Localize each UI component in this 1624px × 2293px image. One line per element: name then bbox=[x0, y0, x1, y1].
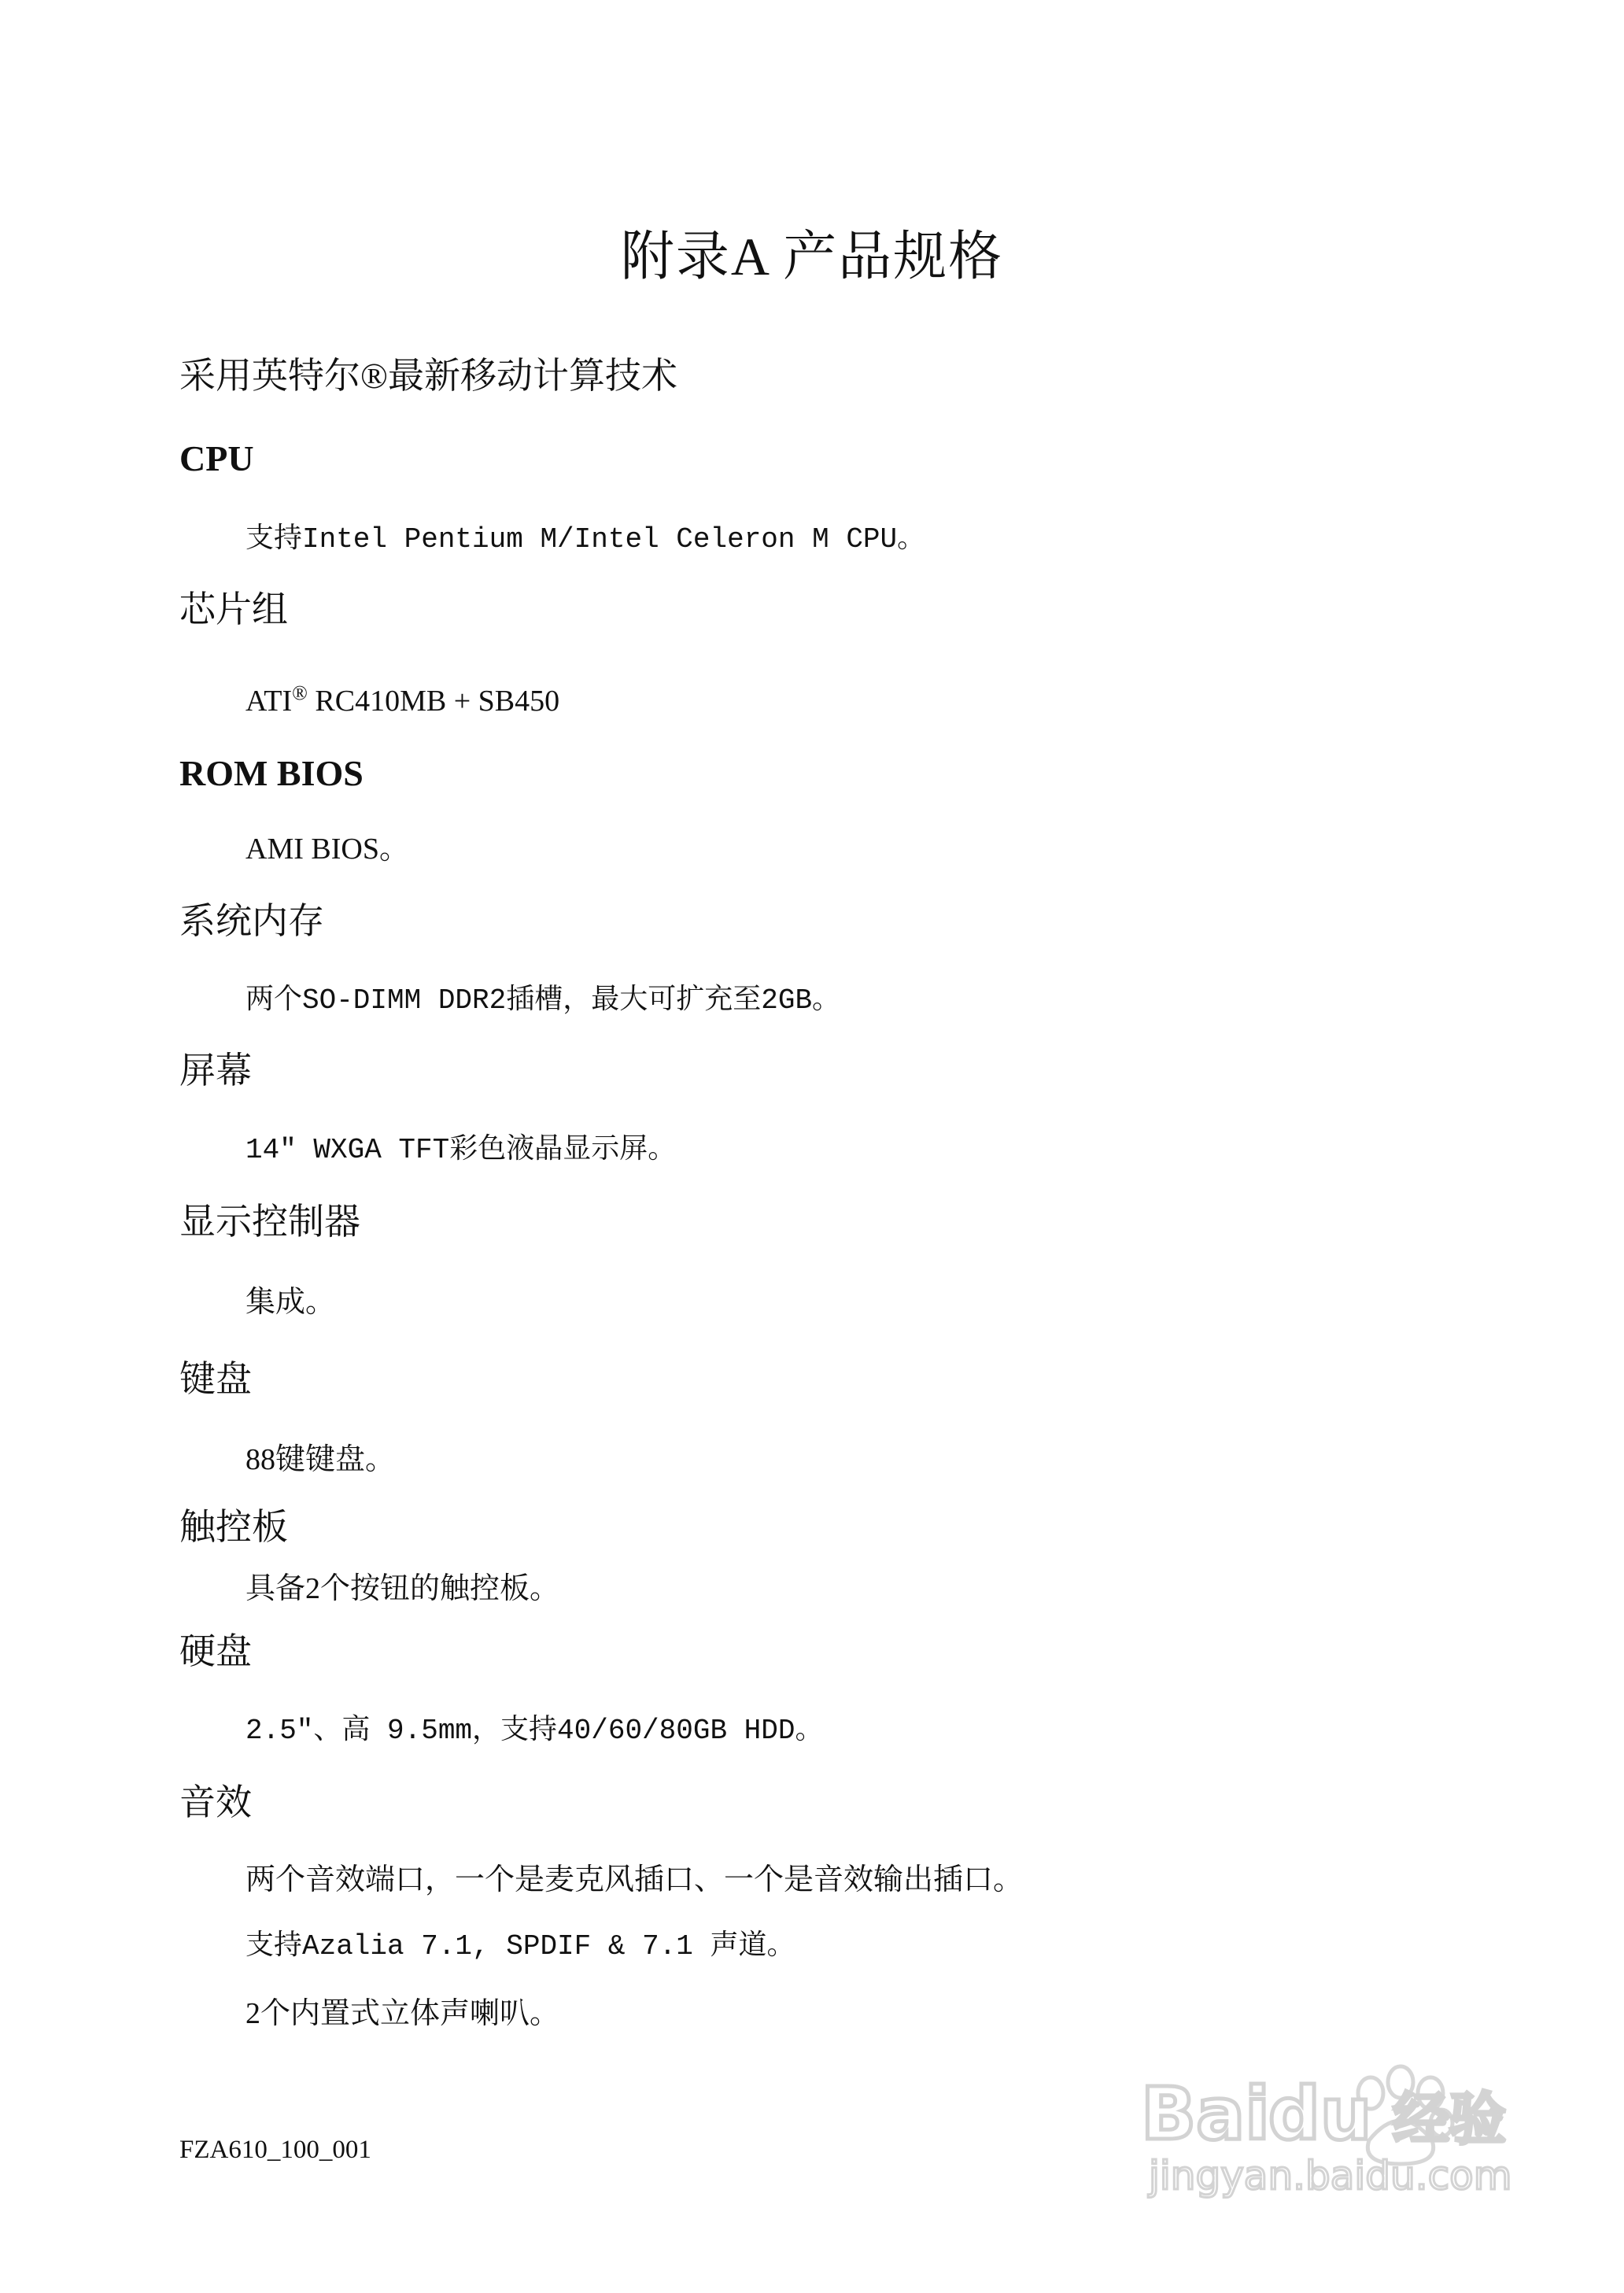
rom-bios-heading: ROM BIOS bbox=[179, 753, 364, 793]
svg-text:jingyan.baidu.com: jingyan.baidu.com bbox=[1149, 2153, 1512, 2199]
audio-heading: 音效 bbox=[179, 1782, 252, 1822]
touchpad-text: 具备2个按钮的触控板。 bbox=[245, 1572, 560, 1605]
memory-text: 两个SO-DIMM DDR2插槽，最大可扩充至2GB。 bbox=[245, 984, 841, 1017]
svg-text:du: du bbox=[1268, 2072, 1372, 2156]
chipset-text bbox=[245, 683, 559, 716]
svg-text:经验: 经验 bbox=[1393, 2086, 1507, 2152]
audio-text-3: 2个内置式立体声喇叭。 bbox=[245, 1997, 560, 2030]
cpu-text: 支持Intel Pentium M/Intel Celeron M CPU。 bbox=[245, 523, 926, 556]
audio-text-1: 两个音效端口，一个是麦克风插口、一个是音效输出插口。 bbox=[245, 1863, 1024, 1896]
hdd-heading: 硬盘 bbox=[179, 1631, 252, 1671]
memory-heading: 系统内存 bbox=[179, 901, 324, 941]
keyboard-heading: 键盘 bbox=[179, 1359, 252, 1399]
display-controller-text: 集成。 bbox=[245, 1286, 336, 1319]
baidu-jingyan-watermark bbox=[1133, 2046, 1542, 2203]
page-title: 附录A 产品规格 bbox=[620, 227, 1004, 286]
registered-mark: ® bbox=[292, 681, 308, 704]
screen-text: 14″ WXGA TFT彩色液晶显示屏。 bbox=[245, 1134, 677, 1166]
svg-text:Bai: Bai bbox=[1141, 2072, 1270, 2156]
touchpad-heading: 触控板 bbox=[179, 1507, 288, 1547]
keyboard-text: 88键键盘。 bbox=[245, 1443, 396, 1476]
hdd-text: 2.5″、高 9.5mm，支持40/60/80GB HDD。 bbox=[245, 1715, 824, 1747]
chipset-model: RC410MB + SB450 bbox=[307, 685, 560, 718]
audio-text-2: 支持Azalia 7.1, SPDIF & 7.1 声道。 bbox=[245, 1930, 795, 1963]
cpu-heading: CPU bbox=[179, 438, 254, 478]
display-controller-heading: 显示控制器 bbox=[179, 1202, 360, 1242]
document-footer-code: FZA610_100_001 bbox=[179, 2136, 371, 2164]
rom-bios-text: AMI BIOS。 bbox=[245, 833, 409, 866]
chipset-heading: 芯片组 bbox=[179, 589, 288, 630]
screen-heading: 屏幕 bbox=[179, 1050, 252, 1091]
intro-heading: 采用英特尔®最新移动计算技术 bbox=[179, 356, 677, 396]
chipset-brand: ATI bbox=[245, 685, 293, 718]
